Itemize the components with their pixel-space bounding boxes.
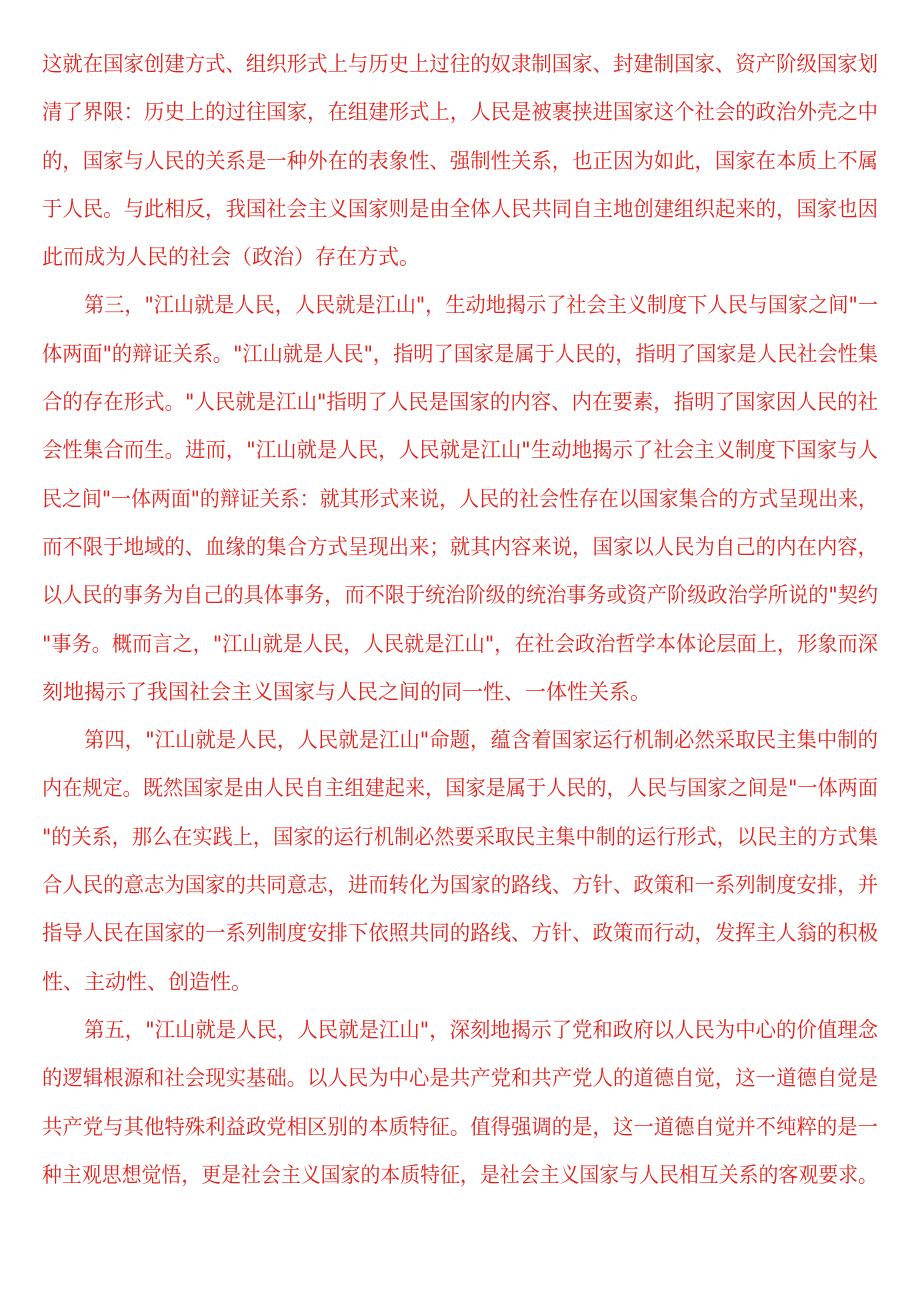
paragraph-start-line: 第五，"江山就是人民，人民就是江山"，深刻地揭示了党和政府以人民为中心的价值理念 — [84, 1017, 879, 1042]
text-line: 的，国家与人民的关系是一种外在的表象性、强制性关系，也正因为如此，国家在本质上不属 — [42, 148, 879, 173]
text-line: "事务。概而言之，"江山就是人民，人民就是江山"，在社会政治哲学本体论层面上，形象而深 — [42, 631, 878, 656]
text-line: 的逻辑根源和社会现实基础。以人民为中心是共产党和共产党人的道德自觉，这一道德自觉是 — [42, 1066, 879, 1091]
paragraph-start-line: 第四，"江山就是人民，人民就是江山"命题，蕴含着国家运行机制必然采取民主集中制的 — [84, 728, 879, 753]
text-line: 合人民的意志为国家的共同意志，进而转化为国家的路线、方针、政策和一系列制度安排，并 — [42, 873, 879, 898]
text-line: 体两面"的辩证关系。"江山就是人民"，指明了国家是属于人民的，指明了国家是人民社会性集 — [42, 341, 878, 366]
text-line: "的关系，那么在实践上，国家的运行机制必然要采取民主集中制的运行形式，以民主的方式集 — [42, 824, 879, 849]
text-line: 种主观思想觉悟，更是社会主义国家的本质特征，是社会主义国家与人民相互关系的客观要求。 — [42, 1162, 878, 1187]
paragraph-start-line: 第三，"江山就是人民，人民就是江山"，生动地揭示了社会主义制度下人民与国家之间"一 — [84, 293, 878, 318]
text-line: 此而成为人民的社会（政治）存在方式。 — [42, 245, 420, 270]
text-line: 合的存在形式。"人民就是江山"指明了人民是国家的内容、内在要素，指明了国家因人民的社 — [42, 390, 879, 415]
text-line: 共产党与其他特殊利益政党相区别的本质特征。值得强调的是，这一道德自觉并不纯粹的是一 — [42, 1114, 879, 1139]
text-line: 性、主动性、创造性。 — [42, 969, 252, 994]
text-line: 清了界限：历史上的过往国家，在组建形式上，人民是被裹挟进国家这个社会的政治外壳之中 — [42, 100, 879, 125]
text-line: 民之间"一体两面"的辩证关系：就其形式来说，人民的社会性存在以国家集合的方式呈现出来， — [42, 486, 878, 511]
text-line: 会性集合而生。进而，"江山就是人民，人民就是江山"生动地揭示了社会主义制度下国家与人 — [42, 438, 879, 463]
text-line: 内在规定。既然国家是由人民自主组建起来，国家是属于人民的，人民与国家之间是"一体两面 — [42, 776, 879, 801]
text-line: 以人民的事务为自己的具体事务，而不限于统治阶级的统治事务或资产阶级政治学所说的"契约 — [42, 583, 879, 608]
text-line: 于人民。与此相反，我国社会主义国家则是由全体人民共同自主地创建组织起来的，国家也因 — [42, 196, 879, 221]
body-text — [42, 40, 878, 1199]
text-line: 这就在国家创建方式、组织形式上与历史上过往的奴隶制国家、封建制国家、资产阶级国家划 — [42, 52, 879, 76]
text-line: 刻地揭示了我国社会主义国家与人民之间的同一性、一体性关系。 — [42, 679, 651, 704]
text-line: 指导人民在国家的一系列制度安排下依照共同的路线、方针、政策而行动，发挥主人翁的积极 — [42, 921, 879, 946]
text-line: 而不限于地域的、血缘的集合方式呈现出来；就其内容来说，国家以人民为自己的内在内容， — [42, 534, 879, 559]
